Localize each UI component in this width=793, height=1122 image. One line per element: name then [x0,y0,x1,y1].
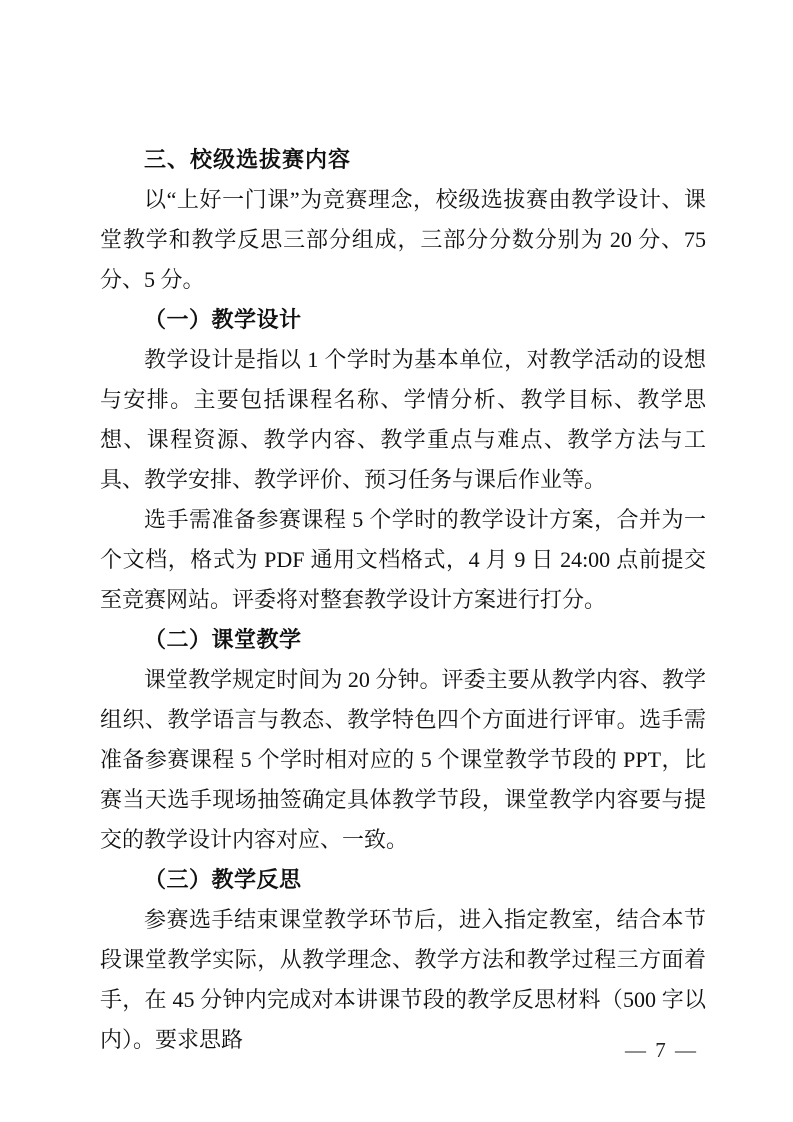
section-heading: 三、校级选拔赛内容 [144,147,352,172]
document-content [100,140,706,1060]
subsection-heading-teaching-reflection: （三）教学反思 [144,867,302,892]
page-number: — 7 — [625,1038,698,1062]
subsection-heading-teaching-design: （一）教学设计 [144,307,302,332]
paragraph-teaching-reflection-1: 参赛选手结束课堂教学环节后，进入指定教室，结合本节段课堂教学实际，从教学理念、教学方法和教学过程三方面着手，在 45 分钟内完成对本讲课节段的教学反思材料（500 字以内）。要求思路 [100,907,706,1052]
paragraph-classroom-teaching-1: 课堂教学规定时间为 20 分钟。评委主要从教学内容、教学组织、教学语言与教态、教学特色四个方面进行评审。选手需准备参赛课程 5 个学时相对应的 5 个课堂教学节段的 PPT，比赛当天选手现场抽签确定具体教学节段，课堂教学内容要与提交的教学设计内容对应、一致。 [100,667,706,852]
intro-paragraph: 以“上好一门课”为竞赛理念，校级选拔赛由教学设计、课堂教学和教学反思三部分组成，三部分分数分别为 20 分、75 分、5 分。 [100,187,706,292]
paragraph-teaching-design-1: 教学设计是指以 1 个学时为基本单位，对教学活动的设想与安排。主要包括课程名称、学情分析、教学目标、教学思想、课程资源、教学内容、教学重点与难点、教学方法与工具、教学安排、教学评价、预习任务与课后作业等。 [100,347,706,492]
subsection-heading-classroom-teaching: （二）课堂教学 [144,627,302,652]
paragraph-teaching-design-2: 选手需准备参赛课程 5 个学时的教学设计方案，合并为一个文档，格式为 PDF 通用文档格式，4 月 9 日 24:00 点前提交至竞赛网站。评委将对整套教学设计方案进行打分。 [100,507,706,612]
